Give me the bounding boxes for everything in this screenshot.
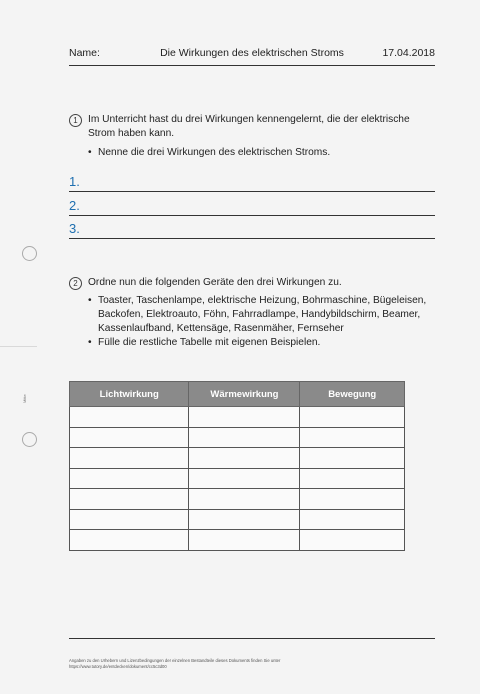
page-title: Die Wirkungen des elektrischen Stroms bbox=[160, 47, 344, 59]
answer-number-1: 1. bbox=[69, 174, 80, 189]
footer-rule bbox=[69, 638, 435, 639]
table-cell[interactable] bbox=[70, 468, 189, 489]
task2-bullet1-line2: Backofen, Elektroauto, Föhn, Fahrradlampe, Handybildschirm, Beamer, bbox=[98, 309, 421, 320]
task1-text-line2: Strom haben kann. bbox=[88, 128, 175, 139]
table-cell[interactable] bbox=[70, 407, 189, 428]
answer-number-3: 3. bbox=[69, 221, 80, 236]
table-row bbox=[70, 468, 405, 489]
name-label: Name: bbox=[69, 47, 100, 59]
table-cell[interactable] bbox=[300, 530, 405, 551]
assignment-table bbox=[69, 381, 405, 551]
table-cell[interactable] bbox=[189, 448, 300, 469]
table-row bbox=[70, 427, 405, 448]
table-row bbox=[70, 407, 405, 428]
footer-link[interactable]: https://www.tutory.de/entdecken/dokument/cc5c3d00 bbox=[69, 664, 167, 669]
table-cell[interactable] bbox=[300, 448, 405, 469]
punch-hole-bottom bbox=[22, 432, 37, 447]
answer-line-1[interactable] bbox=[69, 173, 435, 192]
task-number-2: 2 bbox=[69, 277, 82, 290]
table-header-row bbox=[70, 382, 405, 407]
column-header-bewegung: Bewegung bbox=[300, 382, 405, 407]
table-cell[interactable] bbox=[189, 530, 300, 551]
task-number-1: 1 bbox=[69, 114, 82, 127]
table-cell[interactable] bbox=[300, 427, 405, 448]
date-label: 17.04.2018 bbox=[382, 47, 435, 59]
fold-mark-label: Mitte bbox=[22, 394, 27, 403]
task2-bullet2-text: Fülle die restliche Tabelle mit eigenen Beispielen. bbox=[98, 337, 321, 348]
task1-text-line1: Im Unterricht hast du drei Wirkungen kennengelernt, die der elektrische bbox=[88, 114, 410, 125]
fold-mark bbox=[0, 346, 37, 347]
task2-bullet1-line1: Toaster, Taschenlampe, elektrische Heizung, Bohrmaschine, Bügeleisen, bbox=[98, 295, 427, 306]
table-cell[interactable] bbox=[70, 427, 189, 448]
worksheet-page: Name: Die Wirkungen des elektrischen Stroms 17.04.2018 1 Im Unterricht hast du drei Wirkungen kennengelernt, die der elektrische Strom haben kann. • Nenne die drei Wirkungen des elektrischen Stroms. 1. 2. 3. Mitte 2 Ordne nun die folgenden Geräte den drei Wirkungen zu. • Toaster, Taschenlampe, elektrische Heizung, Bohrmaschine, Bügeleisen, Backofen, Elektroauto, Föhn, Fahrradlampe, Handybildschirm, Beamer, Kassenlaufband, Kettensäge, Rasenmäher, Fernseher • Fülle die restliche Tabelle mit eigenen Beispielen. Lichtwirkung Wärmewirkung Bewegung Angaben zu den Urhebern und Lizenzbedingungen der einzelnen Bestandteile dieses Dokuments finden Sie unter https://www.tutory.de/entdecken/dokument/cc5c3d00 bbox=[0, 0, 480, 694]
header-rule bbox=[69, 65, 435, 66]
answer-line-3[interactable] bbox=[69, 220, 435, 239]
table-cell[interactable] bbox=[189, 489, 300, 510]
table-cell[interactable] bbox=[189, 407, 300, 428]
table-cell[interactable] bbox=[300, 489, 405, 510]
column-header-lichtwirkung: Lichtwirkung bbox=[70, 382, 189, 407]
task2-bullet1-line3: Kassenlaufband, Kettensäge, Rasenmäher, Fernseher bbox=[98, 323, 344, 334]
task2-text: Ordne nun die folgenden Geräte den drei Wirkungen zu. bbox=[88, 277, 342, 288]
table-row bbox=[70, 530, 405, 551]
table-cell[interactable] bbox=[189, 509, 300, 530]
footer-credits bbox=[69, 658, 369, 670]
footer-line-1: Angaben zu den Urhebern und Lizenzbedingungen der einzelnen Bestandteile dieses Dokuments finden Sie unter bbox=[69, 658, 281, 663]
table-cell[interactable] bbox=[70, 509, 189, 530]
table-row bbox=[70, 509, 405, 530]
task1-bullet-text: Nenne die drei Wirkungen des elektrischen Stroms. bbox=[98, 147, 331, 158]
table-row bbox=[70, 489, 405, 510]
table-cell[interactable] bbox=[70, 489, 189, 510]
table-cell[interactable] bbox=[300, 407, 405, 428]
table-cell[interactable] bbox=[189, 427, 300, 448]
table-cell[interactable] bbox=[300, 509, 405, 530]
column-header-waermewirkung: Wärmewirkung bbox=[189, 382, 300, 407]
page-header bbox=[69, 47, 435, 61]
table-row bbox=[70, 448, 405, 469]
table-cell[interactable] bbox=[70, 530, 189, 551]
answer-number-2: 2. bbox=[69, 198, 80, 213]
table-cell[interactable] bbox=[189, 468, 300, 489]
punch-hole-top bbox=[22, 246, 37, 261]
table-cell[interactable] bbox=[300, 468, 405, 489]
table-cell[interactable] bbox=[70, 448, 189, 469]
answer-line-2[interactable] bbox=[69, 197, 435, 216]
